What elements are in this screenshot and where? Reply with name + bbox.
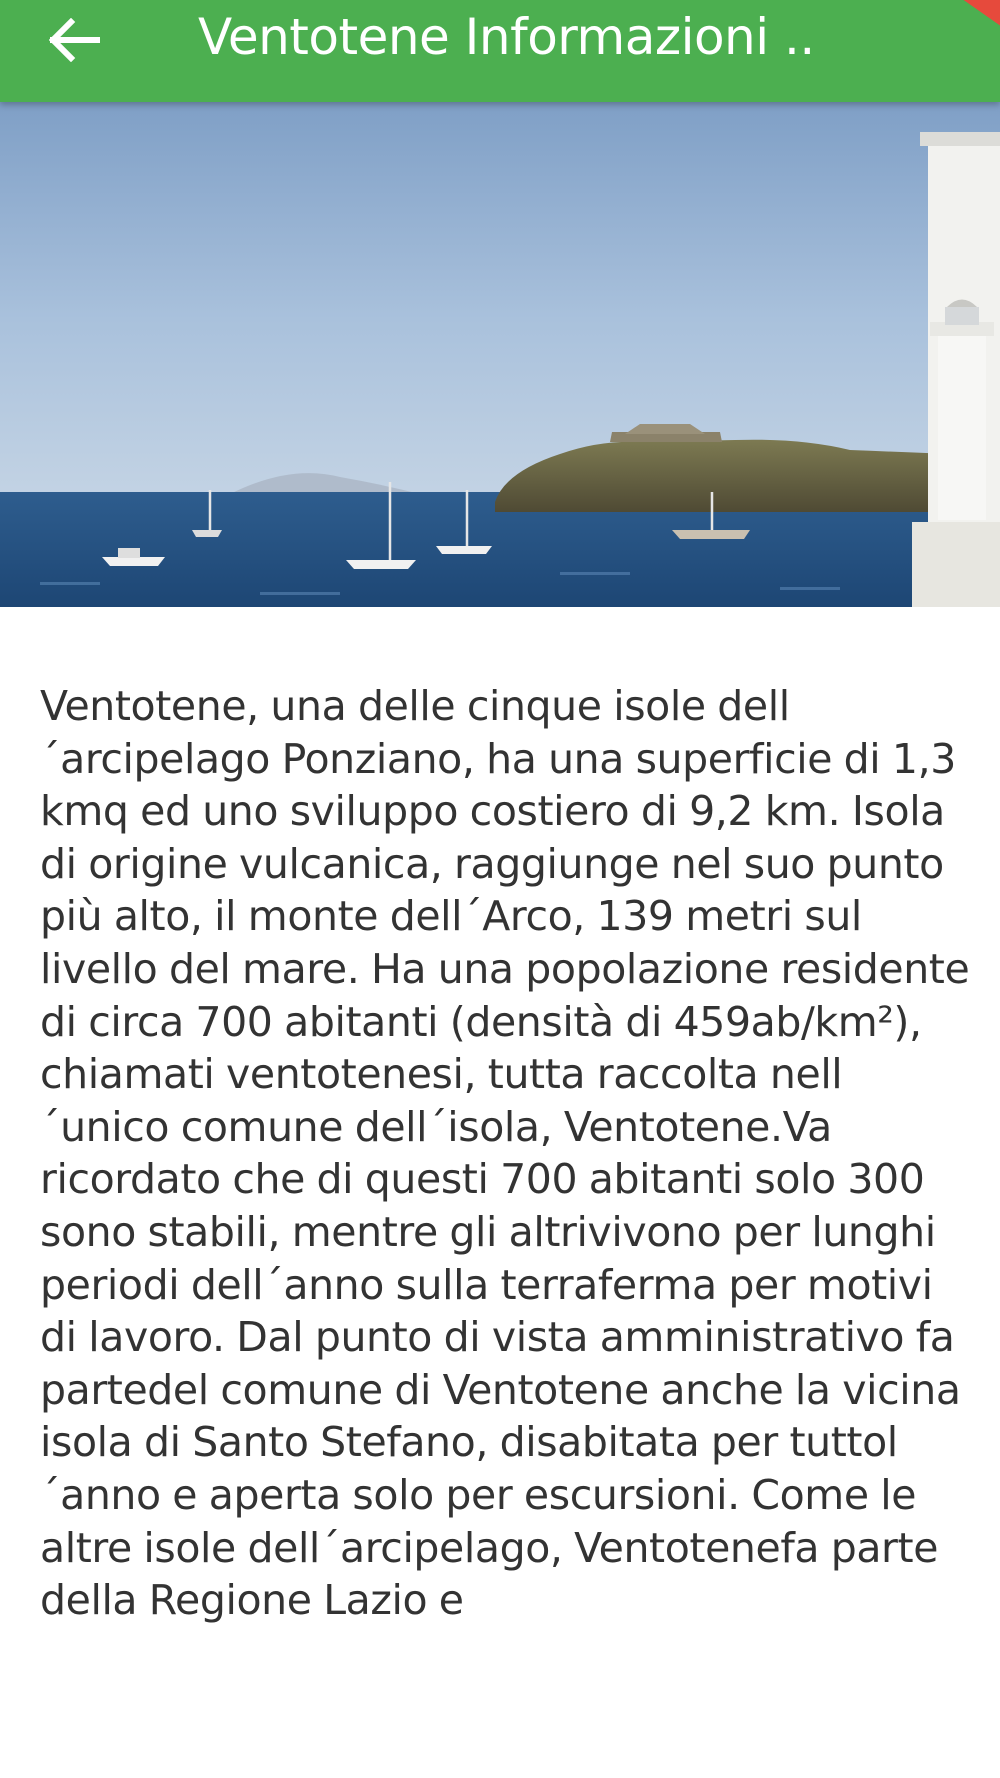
corner-ribbon (956, 0, 1000, 35)
app-bar (0, 0, 1000, 102)
island-lighthouse-photo (0, 102, 1000, 607)
arrow-left-icon (49, 18, 101, 62)
back-button[interactable] (40, 8, 110, 72)
hero-image (0, 102, 1000, 607)
article-text: Ventotene, una delle cinque isole dell ´arcipelago Ponziano, ha una superficie di 1,3 kmq ed uno sviluppo costiero di 9,2 km. Isola di origine vulcanica, raggiunge nel suo punto più alto, il monte dell´Arco, 139 metri sul livello del mare. Ha una popolazione residente di circa 700 abitanti (densità di 459ab/km²), chiamati ventotenesi, tutta raccolta nell ´unico comune dell´isola, Ventotene.Va ricordato che di questi 700 abitanti solo 300 sono stabili, mentre gli altrivivono per lunghi periodi dell´anno sulla terraferma per motivi di lavoro. Dal punto di vista amministrativo fa partedel comune di Ventotene anche la vicina isola di Santo Stefano, disabitata per tuttol´anno e aperta solo per escursioni. Come le altre isole dell´arcipelago, Ventotenefa parte della Regione Lazio e (40, 682, 970, 1625)
page-title: Ventotene Informazioni .. (198, 8, 815, 66)
